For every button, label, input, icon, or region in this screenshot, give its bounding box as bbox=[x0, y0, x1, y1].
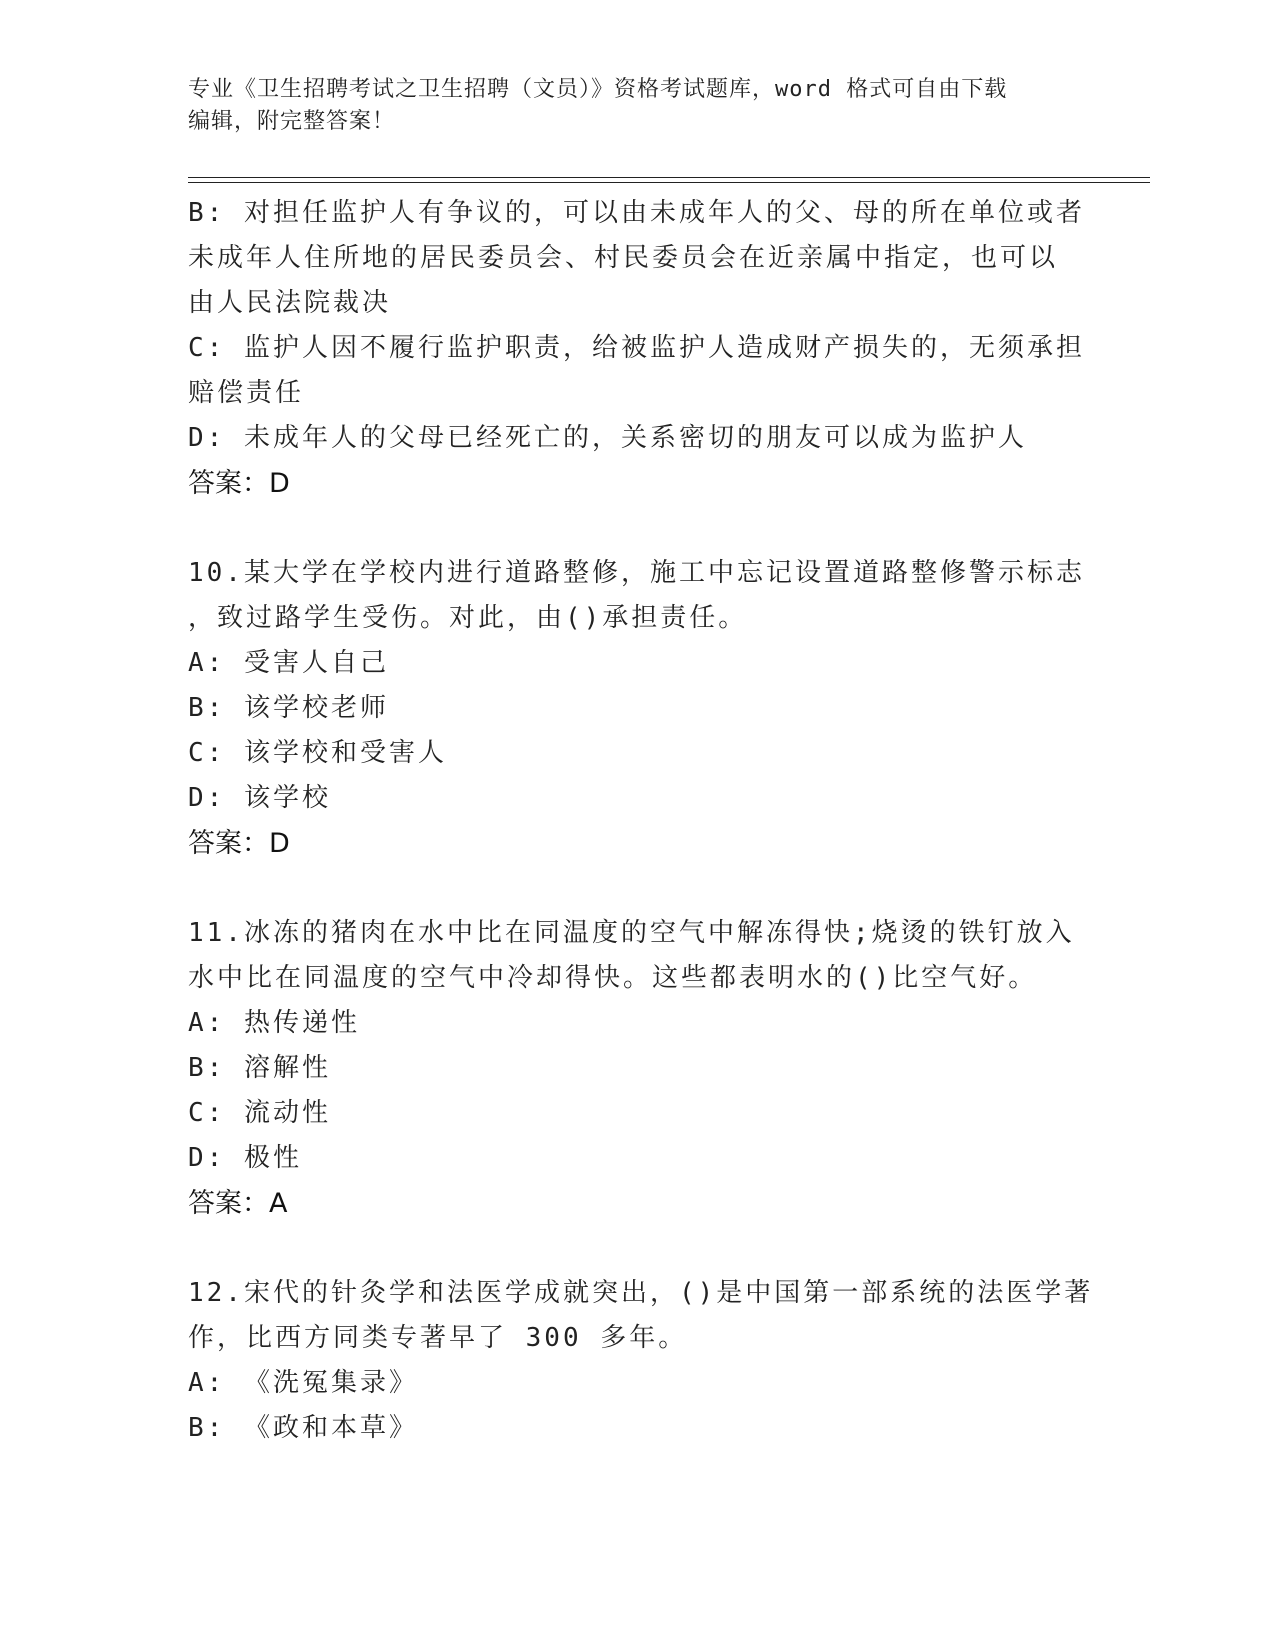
q9-option-b-line-3: 由人民法院裁决 bbox=[188, 288, 392, 318]
q11-stem-line-1: 11.冰冻的猪肉在水中比在同温度的空气中解冻得快;烧烫的铁钉放入 bbox=[188, 918, 1075, 948]
spacer bbox=[188, 866, 1088, 911]
q9-option-c-line-2: 赔偿责任 bbox=[188, 378, 305, 408]
question-11 bbox=[188, 911, 1088, 1226]
document-header bbox=[188, 74, 1068, 138]
q10-stem-line-1: 10.某大学在学校内进行道路整修，施工中忘记设置道路整修警示标志 bbox=[188, 558, 1085, 588]
q10-stem-line-2: ，致过路学生受伤。对此，由()承担责任。 bbox=[188, 603, 748, 633]
q11-stem-line-2: 水中比在同温度的空气中冷却得快。这些都表明水的()比空气好。 bbox=[188, 963, 1038, 993]
header-divider-bottom bbox=[188, 182, 1150, 183]
q10-option-a: A: 受害人自己 bbox=[188, 648, 389, 678]
question-9 bbox=[188, 191, 1088, 506]
q11-option-a: A: 热传递性 bbox=[188, 1008, 360, 1038]
q12-stem-line-2: 作，比西方同类专著早了 300 多年。 bbox=[188, 1323, 688, 1353]
q10-option-b: B: 该学校老师 bbox=[188, 693, 389, 723]
q10-option-d: D: 该学校 bbox=[188, 783, 331, 813]
q11-option-d: D: 极性 bbox=[188, 1143, 302, 1173]
header-divider-top bbox=[188, 177, 1150, 178]
q9-option-d: D: 未成年人的父母已经死亡的，关系密切的朋友可以成为监护人 bbox=[188, 423, 1027, 453]
spacer bbox=[188, 1226, 1088, 1271]
header-title-line-2: 编辑，附完整答案！ bbox=[188, 109, 396, 134]
question-10 bbox=[188, 551, 1088, 866]
q12-option-a: A: 《洗冤集录》 bbox=[188, 1368, 418, 1398]
q9-answer: 答案：D bbox=[188, 468, 290, 499]
q9-option-b-line-2: 未成年人住所地的居民委员会、村民委员会在近亲属中指定，也可以 bbox=[188, 243, 1059, 273]
header-title-line-1: 专业《卫生招聘考试之卫生招聘（文员）》资格考试题库，word 格式可自由下载 bbox=[188, 77, 1008, 102]
q11-option-c: C: 流动性 bbox=[188, 1098, 331, 1128]
q12-option-b: B: 《政和本草》 bbox=[188, 1413, 418, 1443]
q10-option-c: C: 该学校和受害人 bbox=[188, 738, 447, 768]
spacer bbox=[188, 506, 1088, 551]
q10-answer: 答案：D bbox=[188, 828, 290, 859]
q9-option-c-line-1: C: 监护人因不履行监护职责，给被监护人造成财产损失的，无须承担 bbox=[188, 333, 1085, 363]
q9-option-b-line-1: B: 对担任监护人有争议的，可以由未成年人的父、母的所在单位或者 bbox=[188, 198, 1085, 228]
q11-option-b: B: 溶解性 bbox=[188, 1053, 331, 1083]
q11-answer: 答案：A bbox=[188, 1188, 288, 1219]
q12-stem-line-1: 12.宋代的针灸学和法医学成就突出，()是中国第一部系统的法医学著 bbox=[188, 1278, 1094, 1308]
question-content bbox=[188, 191, 1094, 1451]
question-12 bbox=[188, 1271, 1094, 1451]
